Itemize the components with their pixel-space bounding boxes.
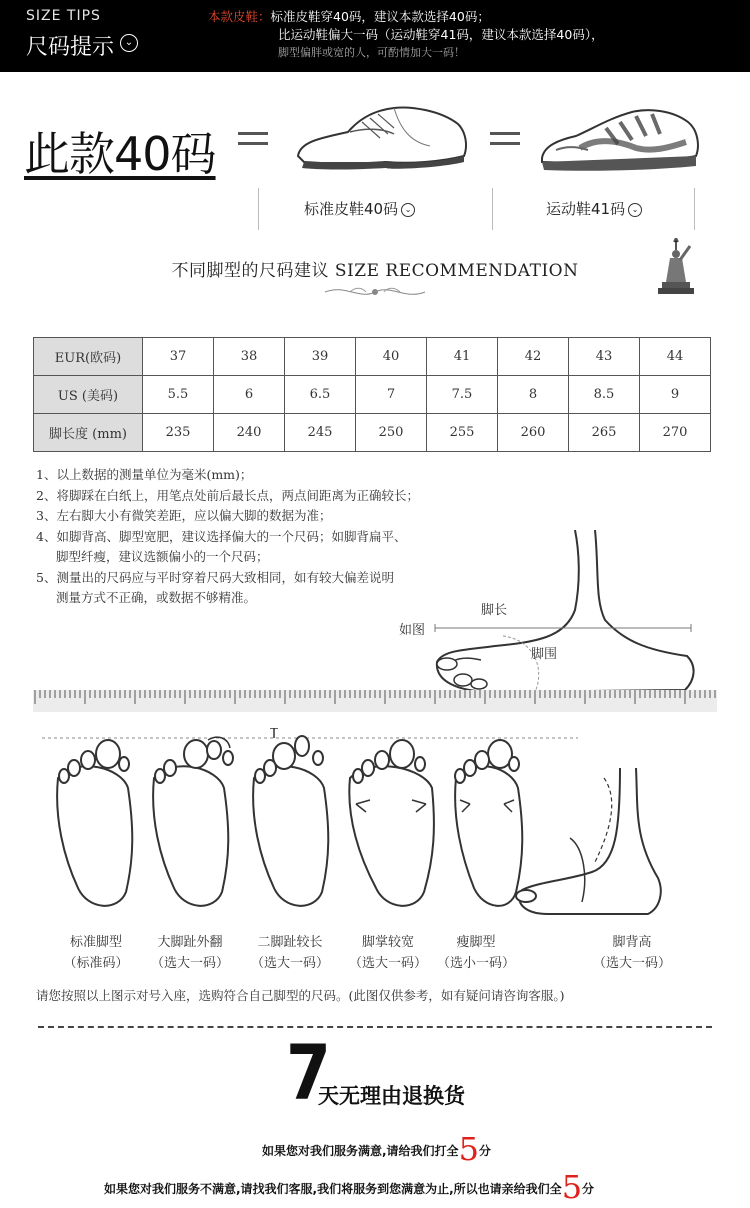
size-table-row-header: US (美码) (34, 376, 143, 414)
statue-of-liberty-icon (652, 238, 702, 294)
size-table-cell: 37 (143, 338, 214, 376)
size-table-row-header: EUR(欧码) (34, 338, 143, 376)
divider-line (694, 188, 695, 230)
size-table-cell: 260 (498, 414, 569, 452)
foot-type-label (432, 932, 520, 974)
foot-girth-label: 脚围 (531, 647, 558, 662)
return-policy-text: 天无理由退换货 (318, 1084, 465, 1108)
rating-request-text: 如果您对我们服务满意,请给我们打全 (262, 1144, 459, 1158)
size-table-cell: 6.5 (285, 376, 356, 414)
note-line: 4、如脚背高、脚型宽肥，建议选择偏大的一个尺码；如脚背扁平、 (36, 528, 407, 544)
foot-side-diagram (395, 530, 715, 696)
foot-outline-icon (349, 740, 434, 906)
size-table (33, 337, 711, 452)
measurement-notes (36, 465, 419, 609)
size-table-cell: 270 (640, 414, 711, 452)
note-line: 1、以上数据的测量单位为毫米(mm)； (36, 467, 253, 482)
foot-type-name: 二脚趾较长 (257, 935, 323, 950)
size-table-cell: 235 (143, 414, 214, 452)
size-table-cell: 6 (214, 376, 285, 414)
foot-outline-icon (153, 737, 233, 906)
size-table-row-header: 脚长度 (mm) (34, 414, 143, 452)
divider-line (258, 188, 259, 230)
rating-score: 5 (561, 1168, 583, 1206)
rating-score: 5 (458, 1130, 479, 1168)
rating-request-satisfied (262, 1130, 491, 1168)
size-table-cell: 39 (285, 338, 356, 376)
this-size-label: 此款40码 (24, 127, 216, 181)
ruler-icon (33, 690, 717, 712)
size-table-cell: 8.5 (569, 376, 640, 414)
size-table-cell: 40 (356, 338, 427, 376)
foot-type-name: 大脚趾外翻 (157, 935, 223, 950)
note-line: 2、将脚踩在白纸上，用笔点处前后最长点，两点间距离为正确较长； (36, 487, 419, 503)
header-line-3: 脚型偏胖或宽的人，可酌情加大一码！ (278, 46, 465, 59)
note-line: 脚型纤瘦，建议选额偏小的一个尺码； (56, 549, 269, 564)
leather-shoe-label-text: 标准皮鞋40码 (304, 200, 399, 218)
foot-outline-icon (57, 740, 132, 906)
size-table-cell: 245 (285, 414, 356, 452)
note-line: 5、测量出的尺码应与平时穿着尺码大致相同，如有较大偏差说明 (36, 569, 394, 585)
recommendation-title: 不同脚型的尺码建议 SIZE RECOMMENDATION (171, 261, 579, 281)
foot-type-advice: （选大一码） (348, 956, 427, 971)
foot-type-name: 瘦脚型 (456, 935, 496, 950)
header-line-1-label: 本款皮鞋： (208, 9, 271, 24)
footnote: 请您按照以上图示对号入座，选购符合自己脚型的尺码。(此图仅供参考，如有疑问请咨询客服。) (36, 988, 565, 1003)
size-table-cell: 42 (498, 338, 569, 376)
size-table-cell: 250 (356, 414, 427, 452)
note-line: 测量方式不正确，或数据不够精准。 (56, 590, 257, 605)
dashed-divider (38, 1026, 712, 1028)
size-table-cell: 38 (214, 338, 285, 376)
size-table-cell: 5.5 (143, 376, 214, 414)
divider-line (492, 188, 493, 230)
foot-type-label (144, 932, 236, 974)
example-label: 如图 (399, 623, 426, 638)
size-table-cell: 9 (640, 376, 711, 414)
foot-outline-icon (455, 740, 522, 906)
header-tips-en: SIZE TIPS (26, 8, 101, 24)
foot-length-label: 脚长 (481, 603, 508, 618)
size-table-cell: 7.5 (427, 376, 498, 414)
foot-outline-icon (253, 728, 328, 906)
equals-icon (238, 128, 268, 150)
leather-shoe-label (304, 198, 415, 219)
size-table-cell: 8 (498, 376, 569, 414)
size-table-row (34, 338, 711, 376)
size-table-cell: 41 (427, 338, 498, 376)
sneaker-label (546, 198, 642, 219)
foot-type-name: 脚背高 (612, 935, 652, 950)
foot-type-label (342, 932, 434, 974)
equals-icon (490, 128, 520, 150)
foot-type-advice: （选大一码） (592, 956, 671, 971)
chevron-down-icon: ⌄ (628, 203, 642, 217)
note-line: 3、左右脚大小有微笑差距，应以偏大脚的数据为准； (36, 508, 332, 523)
sneaker-label-text: 运动鞋41码 (546, 200, 626, 218)
leather-shoe-icon (290, 98, 470, 178)
foot-type-label (588, 932, 676, 974)
chevron-down-icon: ⌄ (120, 34, 138, 52)
foot-type-advice: （选大一码） (150, 956, 229, 971)
foot-type-label (244, 932, 336, 974)
foot-type-advice: （选大一码） (250, 956, 329, 971)
size-table-row (34, 414, 711, 452)
header-title: 尺码提示 (26, 35, 115, 60)
rating-unit: 分 (478, 1144, 491, 1158)
size-table-cell: 7 (356, 376, 427, 414)
rating-request-unsatisfied (104, 1168, 594, 1206)
foot-types-diagram (38, 728, 710, 924)
foot-type-advice: （标准码） (63, 956, 129, 971)
chevron-down-icon: ⌄ (401, 203, 415, 217)
header-bar (0, 0, 750, 72)
foot-type-label (56, 932, 136, 974)
header-line-1-text: 标准皮鞋穿40码，建议本款选择40码； (270, 9, 490, 24)
header-line-2: 比运动鞋偏大一码（运动鞋穿41码，建议本款选择40码）， (278, 27, 604, 42)
ornament-divider-icon (320, 282, 430, 302)
size-table-cell: 43 (569, 338, 640, 376)
foot-type-advice: （选小一码） (436, 956, 515, 971)
rating-unit: 分 (582, 1182, 595, 1196)
return-days-number: 7 (285, 1028, 331, 1117)
size-table-cell: 44 (640, 338, 711, 376)
size-table-cell: 265 (569, 414, 640, 452)
foot-side-outline-icon (516, 768, 661, 914)
header-line-1 (208, 8, 738, 26)
size-table-cell: 255 (427, 414, 498, 452)
foot-type-name: 脚掌较宽 (361, 935, 414, 950)
foot-type-name: 标准脚型 (69, 935, 122, 950)
sneaker-icon (536, 98, 706, 178)
header-notes (208, 8, 738, 62)
size-table-cell: 240 (214, 414, 285, 452)
rating-request-text: 如果您对我们服务不满意,请找我们客服,我们将服务到您满意为止,所以也请亲给我们全 (104, 1182, 562, 1196)
size-table-row (34, 376, 711, 414)
